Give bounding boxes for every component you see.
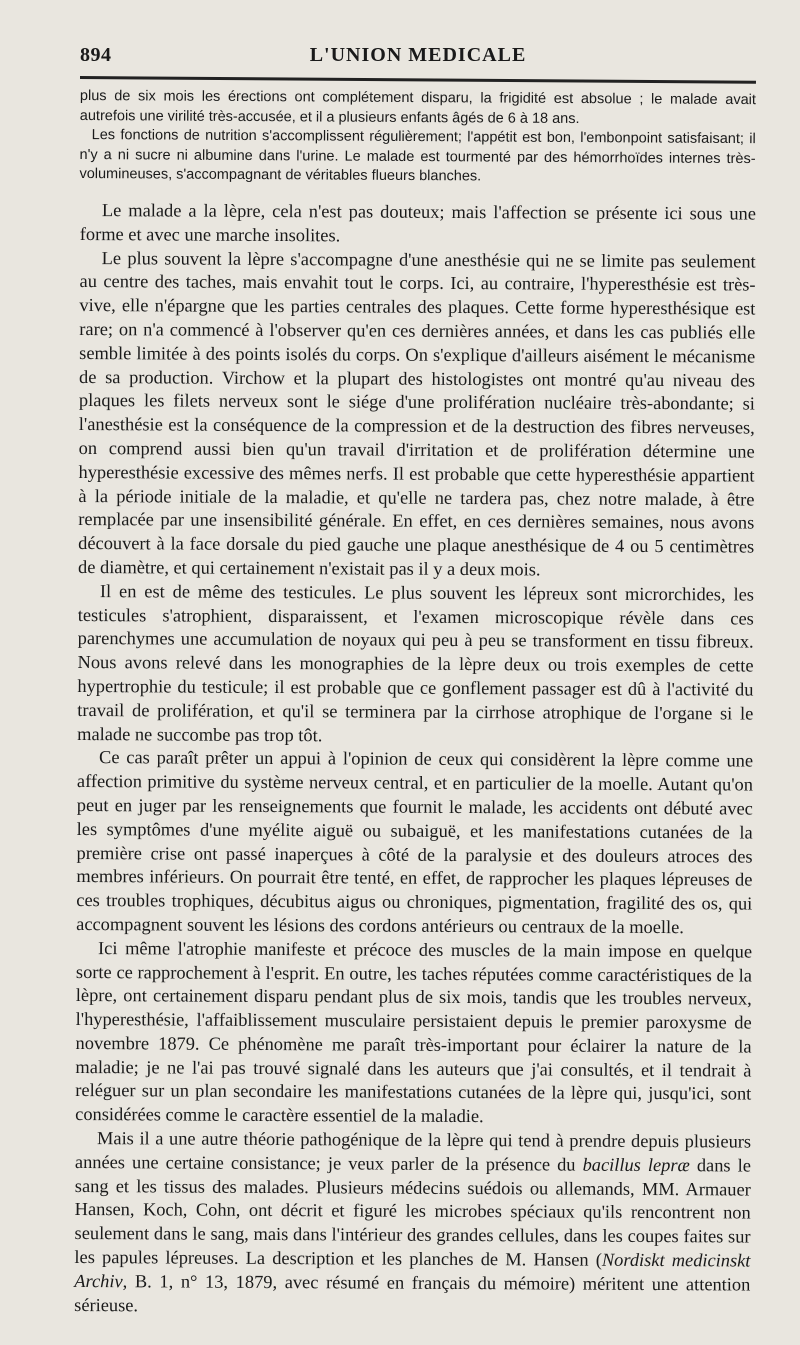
page-number: 894 [80, 44, 112, 66]
body-paragraph: Il en est de même des testicules. Le plus souvent les lépreux sont microrchides, les testicules s'atrophient, disparaissent, et l'examen microscopique révèle dans ces parenchymes une accumulation de noyaux qui peu à peu se transforment en tissu fibreux. Nous avons relevé dans les monographies de la lèpre deux ou trois exemples de cette hypertrophie du testicule; il est probable que ce gonflement passager est dû à l'activité du travail de prolifération, et qu'il se terminera par la cirrhose atrophique de l'organe si le malade ne succombe pas trop tôt. [77, 580, 754, 745]
running-title: L'UNION MEDICALE [309, 44, 527, 66]
body-paragraph: Le malade a la lèpre, cela n'est pas douteux; mais l'affection se présente ici sous une forme et avec une marche insolites. [79, 199, 756, 245]
italic-term: bacillus lepræ [582, 1154, 690, 1175]
observation-paragraph: plus de six mois les érections ont complétement disparu, la frigidité est absolue ; le malade avait autrefois une virilité très-accusée, et il a plusieurs enfants âgés de 6 à 18 ans. [79, 87, 756, 127]
text-run: , B. 1, n° 13, 1879, avec résumé en français du mémoire) méritent une attention sérieuse. [74, 1270, 751, 1315]
italic-journal-title: Nordiskt medicinskt Archiv [74, 1249, 751, 1291]
header-rule [80, 76, 756, 84]
body-paragraph-last [74, 1127, 751, 1321]
body-paragraph: Ici même l'atrophie manifeste et précoce des muscles de la main impose en quelque sorte ce rapprochement à l'esprit. En outre, les taches réputées comme caractéristiques de la lèpre, ont certainement disparu pendant plus de six mois, tandis que les troubles nerveux, l'hyperesthésie, l'affaiblissement musculaire persistaient depuis le premier paroxysme de novembre 1879. Ce phénomène me paraît très-important pour éclairer la nature de la maladie; je ne l'ai pas trouvé signalé dans les auteurs que j'ai consultés, et il tendrait à reléguer sur un plan secondaire les manifestations cutanées de la lèpre qui, jusqu'ici, sont considérées comme le caractère essentiel de la maladie. [75, 937, 753, 1126]
body-paragraph: Ce cas paraît prêter un appui à l'opinion de ceux qui considèrent la lèpre comme une affection primitive du système nerveux central, et en particulier de la moelle. Autant qu'on peut en juger par les renseignements que fournit le malade, les accidents ont débuté avec les symptômes d'une myélite aiguë ou subaiguë, et les manifestations cutanées de la première crise ont passé inaperçues à côté de la paralysie et des douleurs atroces des membres inférieurs. On pourrait être tenté, en effet, de rapprocher les plaques lépreuses de ces troubles trophiques, décubitus aigus ou chroniques, pigmentation, fragilité des os, qui accompagnent souvent les lésions des cordons antérieurs ou centraux de la moelle. [76, 746, 754, 937]
text-run: dans le sang et les tissus des malades. Plusieurs médecins suédois ou allemands, MM. Armauer Hansen, Koch, Cohn, ont décrit et figuré les microbes spéciaux qu'ils rencontrent non seulement dans le sang, mais dans l'intérieur des grandes cellules, dans les coupes faites sur les papules lépreuses. La description et les planches de M. Hansen ( [74, 1154, 751, 1270]
observation-block [79, 87, 756, 189]
page-header [80, 40, 756, 74]
observation-paragraph: Les fonctions de nutrition s'accomplissent régulièrement; l'appétit est bon, l'embonpoint satisfaisant; il n'y a ni sucre ni albumine dans l'urine. Le malade est tourmenté par des hémorrhoïdes internes très-volumineuses, s'accompagnant de véritables flueurs blanches. [79, 127, 756, 185]
article-body [74, 199, 756, 1321]
body-paragraph: Le plus souvent la lèpre s'accompagne d'une anesthésie qui ne se limite pas seulement au centre des taches, mais envahit tout le corps. Ici, au contraire, l'hyperesthésie est très-vive, elle n'épargne que les parties centrales des plaques. Cette forme hyperesthésique est rare; on n'a commencé à l'observer qu'en ces dernières années, et dans les cas publiés elle semble limitée à des points isolés du corps. On s'explique d'ailleurs aisément le mécanisme de sa production. Virchow et la plupart des histologistes ont montré qu'au niveau des plaques les filets nerveux sont le siége d'une prolifération nucléaire très-abondante; si l'anesthésie est la conséquence de la compression et de la destruction des fibres nerveuses, on comprend aussi bien qu'un travail d'irritation et de prolifération détermine une hyperesthésie excessive des mêmes nerfs. Il est probable que cette hyperesthésie appartient à la période initiale de la maladie, et qu'elle ne tardera pas, chez notre malade, à être remplacée par une insensibilité générale. En effet, en ces dernières semaines, nous avons découvert à la face dorsale du pied gauche une plaque anesthésique de 4 ou 5 centimètres de diamètre, et qui certainement n'existait pas il y a deux mois. [78, 247, 756, 579]
text-run: Mais il a une autre théorie pathogénique de la lèpre qui tend à prendre depuis plusieurs années une certaine consistance; je veux parler de la présence du [74, 1127, 752, 1175]
